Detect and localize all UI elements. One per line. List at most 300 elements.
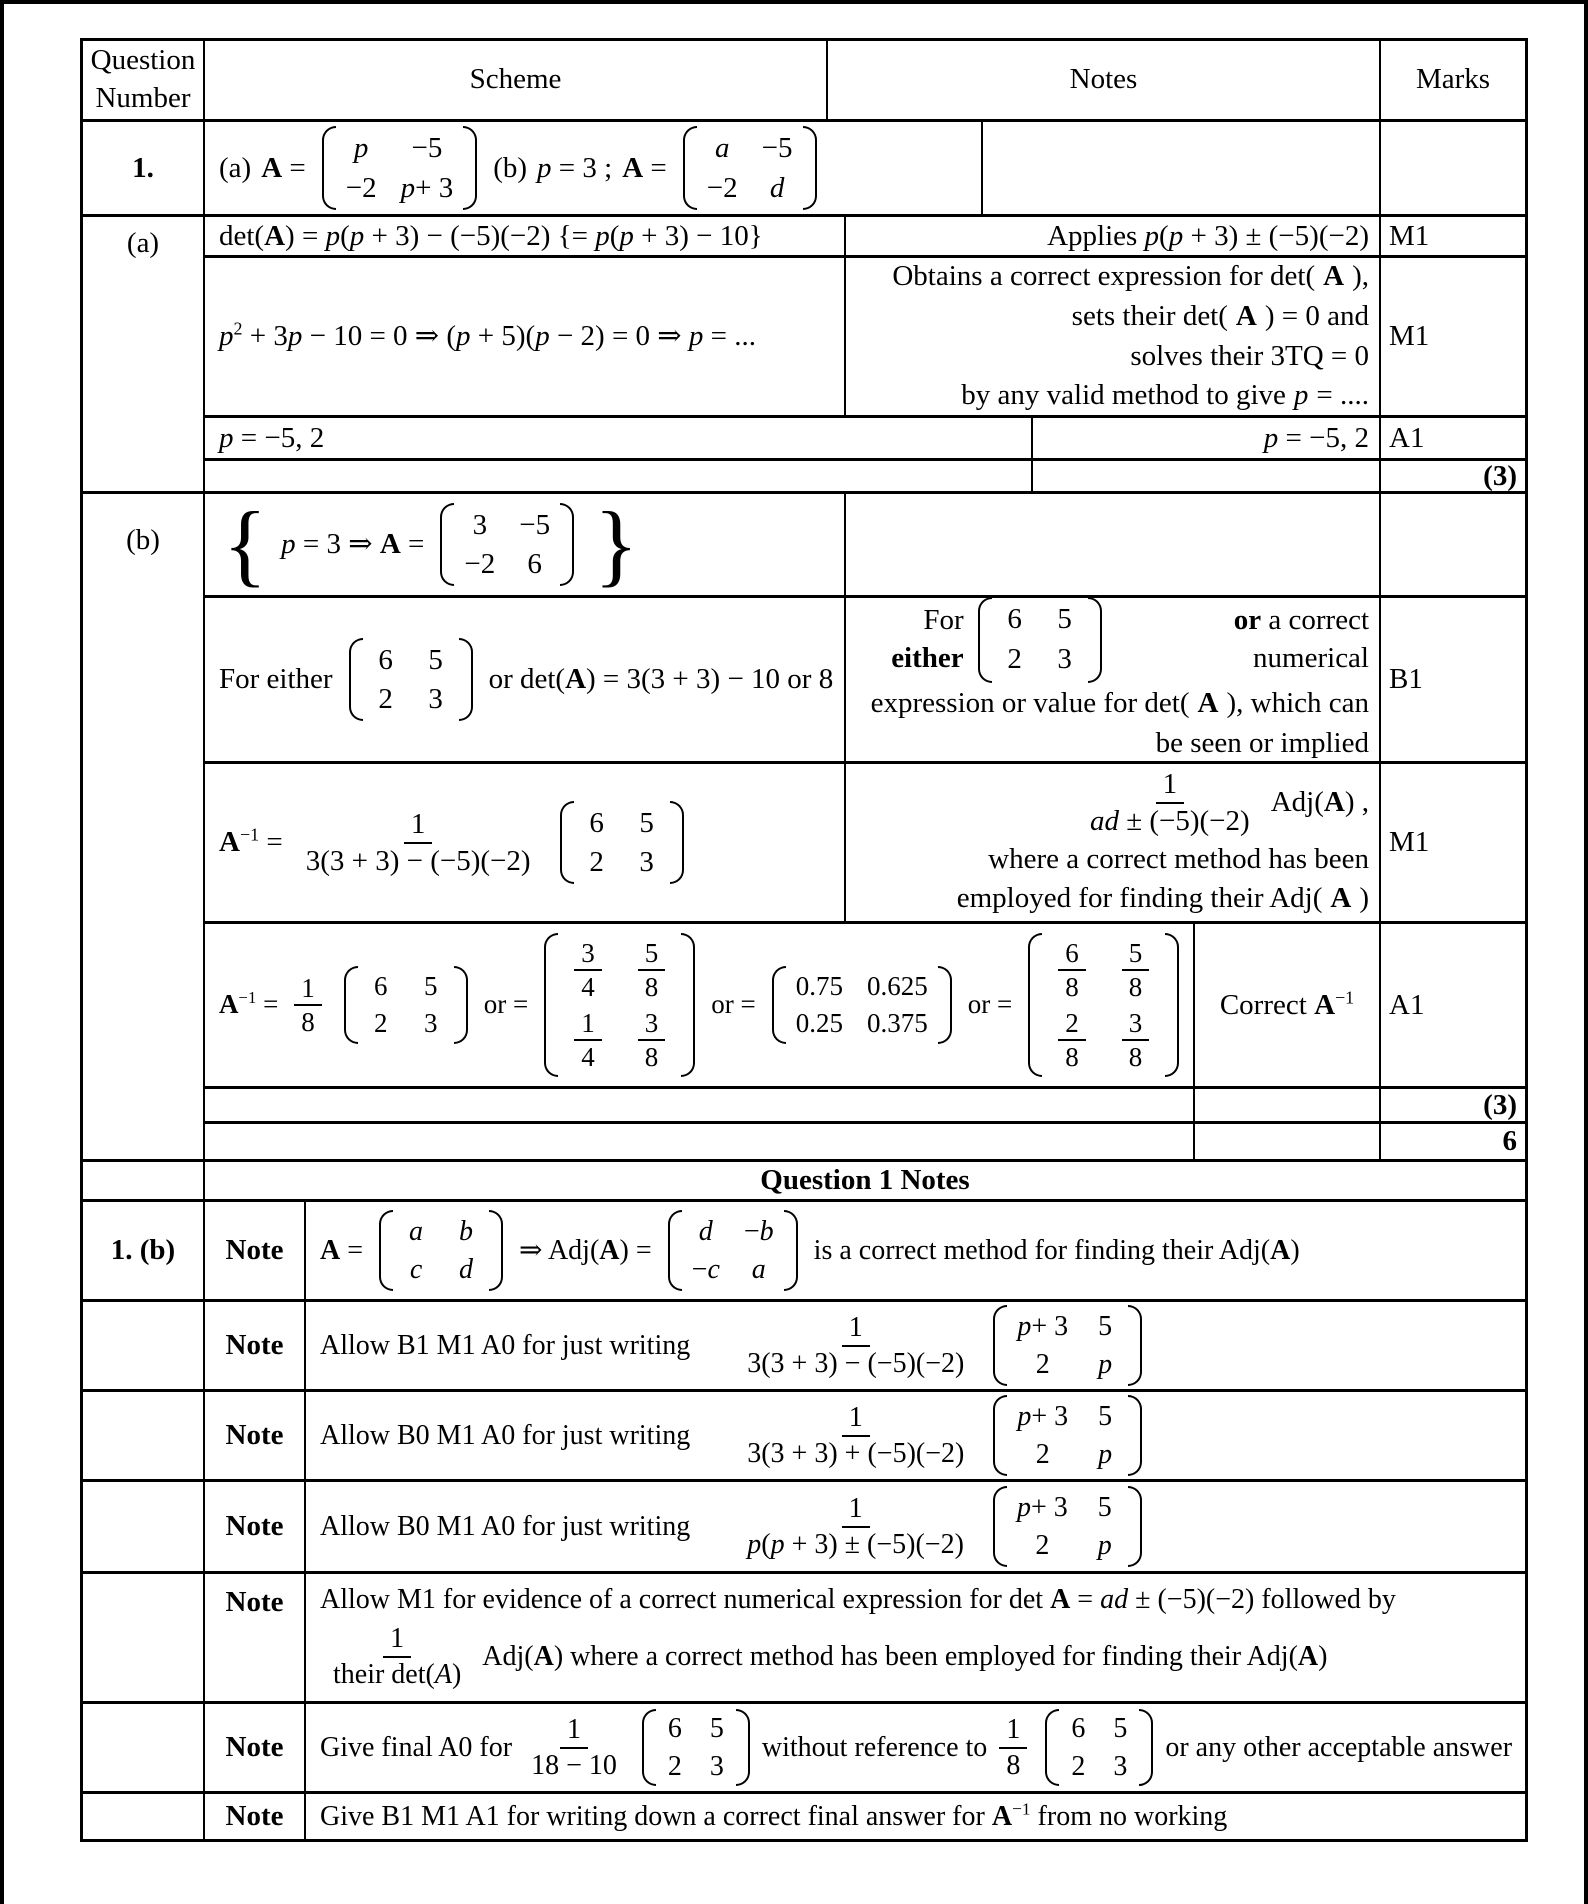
note-content-cell xyxy=(306,1794,1525,1839)
part-a-band xyxy=(83,217,1525,494)
matrix-entry: 3 xyxy=(709,1751,724,1782)
question-number: 1. xyxy=(132,151,154,184)
matrix-entry: 3 xyxy=(1057,643,1072,676)
matrix-entry: 2 xyxy=(374,1007,388,1038)
matrix-a-lhs: A = xyxy=(261,151,306,184)
fraction-denominator: 8 xyxy=(1065,1041,1079,1072)
fraction-denominator: 8 xyxy=(644,1041,659,1072)
matrix-entry: p xyxy=(1098,1439,1113,1470)
matrix-entry: − b xyxy=(743,1216,774,1247)
fraction-denominator: 3(3 + 3) − (−5)(−2) xyxy=(305,844,531,877)
header-notes xyxy=(828,41,1381,119)
matrix-entry: −5 xyxy=(519,508,551,541)
fraction xyxy=(1058,937,1086,1004)
fraction-denominator: 8 xyxy=(1006,1749,1021,1781)
part-b-prefix: (b) xyxy=(493,151,528,184)
fraction-numerator: 2 xyxy=(1058,1007,1086,1041)
row-subtotal-b xyxy=(205,1089,1525,1124)
matrix-entry: a xyxy=(409,1216,424,1247)
matrix-entry: 5 xyxy=(709,1713,724,1744)
fraction xyxy=(999,1713,1027,1782)
header-marks-label: Marks xyxy=(1415,63,1491,96)
note-label: Note xyxy=(225,1510,284,1543)
m1-note-adj: Adj(A) , xyxy=(1270,785,1369,818)
empty-question-number-cell xyxy=(83,1162,205,1199)
question-total-cell xyxy=(1381,1124,1525,1159)
note-row-m1-evidence xyxy=(83,1574,1525,1704)
row-b-a1 xyxy=(205,924,1525,1089)
n5-line2: Adj(A) where a correct method has been employed for finding their Adj(A) xyxy=(482,1640,1328,1672)
note-row-no-working xyxy=(83,1794,1525,1839)
matrix-entry: p xyxy=(1097,1530,1112,1561)
right-paren-icon xyxy=(1088,598,1102,683)
matrix-p-form xyxy=(993,1486,1142,1567)
fraction xyxy=(740,1492,971,1561)
matrix-entry: 3 xyxy=(639,846,654,878)
right-brace-icon: } xyxy=(594,494,639,595)
matrix-entry: p + 3 xyxy=(1017,1401,1069,1432)
n4-text: Allow B0 M1 A0 for just writing xyxy=(320,1511,691,1542)
matrix-entry: 2 xyxy=(1035,1530,1050,1561)
note-row-final-a0 xyxy=(83,1704,1525,1794)
row-b-statement xyxy=(205,494,1525,598)
subtotal-b-cell xyxy=(1381,1089,1525,1121)
fraction xyxy=(740,1401,971,1470)
fraction-numerator: 1 xyxy=(999,1713,1027,1749)
mark-value: B1 xyxy=(1389,663,1423,696)
quad-scheme-cell xyxy=(205,258,846,415)
m1-notes-cell xyxy=(846,764,1381,921)
fraction xyxy=(574,1007,602,1074)
n5-line1: Allow M1 for evidence of a correct numerical expression for det A = ad ± (−5)(−2) followed by xyxy=(320,1584,1396,1616)
note-content-cell xyxy=(306,1392,1525,1479)
matrix-entry: 6 xyxy=(1071,1713,1086,1744)
matrix-entry: −2 xyxy=(464,548,496,580)
fraction-denominator: 8 xyxy=(1065,972,1079,1003)
fraction xyxy=(740,1311,971,1380)
note-content-cell xyxy=(306,1302,1525,1389)
right-paren-icon xyxy=(459,638,473,722)
header-scheme xyxy=(205,41,828,119)
fraction xyxy=(1122,937,1150,1004)
fraction-numerator: 3 xyxy=(638,1007,666,1041)
a-inverse-lhs: $A^{-1}$ = xyxy=(219,988,279,1020)
fraction-denominator: 8 xyxy=(644,972,659,1003)
empty-notes-cell xyxy=(1033,461,1381,491)
fraction-numerator: 6 xyxy=(1058,937,1086,971)
statement-notes-cell xyxy=(983,122,1381,214)
right-paren-icon xyxy=(938,966,952,1045)
n6-pre: Give final A0 for xyxy=(320,1732,513,1763)
fraction-denominator: 8 xyxy=(301,1007,315,1037)
a1-notes-cell xyxy=(1195,924,1381,1086)
note-label-cell xyxy=(205,1302,306,1389)
n1-pre: A = xyxy=(320,1235,364,1266)
fraction-denominator: ad ± (−5)(−2) xyxy=(1089,804,1250,837)
matrix-entry: 0.75 xyxy=(795,970,843,1001)
b-statement-scheme-cell xyxy=(205,494,846,595)
right-paren-icon xyxy=(1165,933,1179,1078)
fraction-numerator: 1 xyxy=(1156,767,1185,804)
note-label: Note xyxy=(225,1731,284,1764)
fraction-denominator: 4 xyxy=(581,1041,595,1072)
part-b-label: (b) xyxy=(126,524,160,556)
matrix-adjugate xyxy=(560,801,684,885)
fraction xyxy=(1083,767,1257,839)
right-paren-icon xyxy=(1128,1305,1142,1386)
matrix-entry: a xyxy=(751,1254,766,1285)
fraction-numerator: 5 xyxy=(638,937,666,971)
note-label-cell xyxy=(205,1574,306,1701)
subtotal-b: (3) xyxy=(1483,1089,1517,1121)
matrix-entry: 2 xyxy=(1007,643,1022,676)
left-brace-icon: { xyxy=(223,494,268,595)
n7-text: Give B1 M1 A1 for writing down a correct final answer for $A^{-1}$ from no working xyxy=(320,1799,1228,1832)
mark-value: A1 xyxy=(1389,421,1425,454)
b1-scheme-pre: For either xyxy=(219,663,333,696)
question-notes-title: Question 1 Notes xyxy=(760,1164,970,1197)
matrix-entry: −2 xyxy=(706,171,738,204)
matrix-entry: b xyxy=(459,1216,474,1247)
note-row-b1m1a0 xyxy=(83,1302,1525,1392)
fraction-numerator: 1 xyxy=(842,1311,870,1347)
n2-text: Allow B1 M1 A0 for just writing xyxy=(320,1330,691,1361)
row-question-total xyxy=(205,1124,1525,1159)
quad-note-line: Obtains a correct expression for det( A ), xyxy=(892,260,1369,293)
mark-value: M1 xyxy=(1389,320,1430,353)
right-paren-icon xyxy=(1128,1395,1142,1476)
subtotal-a-cell xyxy=(1381,461,1525,491)
n1-post: is a correct method for finding their Adj(A) xyxy=(813,1235,1300,1266)
matrix-entry: 3 xyxy=(428,683,443,715)
matrix-entry: 3 xyxy=(472,508,488,541)
row-b-m1 xyxy=(205,764,1525,924)
row-b1 xyxy=(205,598,1525,764)
matrix-entry: 2 xyxy=(1035,1349,1050,1380)
left-paren-icon xyxy=(379,1210,393,1291)
matrix-entry: 5 xyxy=(424,970,438,1001)
matrix-A-numeric xyxy=(440,503,574,587)
matrix-entry: p xyxy=(353,132,369,165)
note-content-cell xyxy=(306,1202,1525,1299)
det-notes-cell xyxy=(846,217,1381,255)
fraction-denominator: 4 xyxy=(581,972,595,1003)
empty-notes-cell xyxy=(1195,1124,1381,1159)
fraction xyxy=(294,972,322,1039)
empty-question-number-cell xyxy=(83,1704,205,1791)
part-b-condition: p = 3 ; xyxy=(537,151,613,184)
b1-note-line2: expression or value for det( A ), which can xyxy=(870,687,1369,719)
matrix-entry: 5 xyxy=(1113,1713,1128,1744)
empty-scheme-cell xyxy=(205,1124,1195,1159)
matrix-answer-4 xyxy=(1028,933,1179,1078)
matrix-entry: −2 xyxy=(345,171,377,204)
table-header-row xyxy=(83,41,1525,122)
matrix-entry: 6 xyxy=(374,970,388,1001)
matrix-entry: p + 3 xyxy=(1017,1311,1069,1342)
b-statement-notes-cell xyxy=(846,494,1381,595)
quad-note-line: sets their det( A ) = 0 and xyxy=(1071,299,1369,332)
left-paren-icon xyxy=(1028,933,1042,1078)
b1-marks-cell xyxy=(1381,598,1525,761)
matrix-answer-3 xyxy=(772,966,952,1045)
fraction-numerator: 1 xyxy=(404,807,433,844)
part-b-label-cell xyxy=(83,494,205,1159)
fraction xyxy=(574,937,602,1004)
matrix-answer-unsimplified xyxy=(642,1709,750,1786)
note-row-b0m1a0-plus xyxy=(83,1392,1525,1482)
left-paren-icon xyxy=(683,126,697,210)
m1-marks-cell xyxy=(1381,764,1525,921)
b-statement-marks-cell xyxy=(1381,494,1525,595)
right-paren-icon xyxy=(454,966,468,1045)
right-paren-icon xyxy=(803,126,817,210)
a1-scheme-cell xyxy=(205,924,1195,1086)
matrix-entry: −5 xyxy=(411,132,443,165)
matrix-entry: 2 xyxy=(1035,1439,1050,1470)
note-content-cell xyxy=(306,1704,1525,1791)
note-label: Note xyxy=(225,1329,284,1362)
right-paren-icon xyxy=(670,801,684,885)
quad-note-line: by any valid method to give p = .... xyxy=(961,379,1369,412)
left-paren-icon xyxy=(772,966,786,1045)
matrix-entry: d xyxy=(769,171,785,204)
matrix-entry: 0.25 xyxy=(795,1007,843,1038)
header-question-number-label: Question Number xyxy=(90,44,196,114)
fraction-numerator: 1 xyxy=(560,1713,588,1749)
note-row-b0m1a0-pm xyxy=(83,1482,1525,1574)
empty-question-number-cell xyxy=(83,1392,205,1479)
b1-notes-cell xyxy=(846,598,1381,761)
row-determinant xyxy=(205,217,1525,258)
empty-question-number-cell xyxy=(83,1302,205,1389)
matrix-entry: 6 xyxy=(1007,602,1022,635)
matrix-A-general xyxy=(683,126,817,210)
note-label: Note xyxy=(225,1419,284,1452)
matrix-p-form xyxy=(993,1305,1142,1386)
right-paren-icon xyxy=(784,1210,798,1291)
matrix-entry: 2 xyxy=(667,1751,682,1782)
note-content-cell xyxy=(306,1574,1525,1701)
matrix-entry: 5 xyxy=(1098,1311,1113,1342)
statement-marks-cell xyxy=(1381,122,1525,214)
matrix-adjugate xyxy=(349,638,473,722)
empty-question-number-cell xyxy=(83,1574,205,1701)
mark-value: M1 xyxy=(1389,219,1430,252)
note-label-cell xyxy=(205,1392,306,1479)
left-paren-icon xyxy=(322,126,336,210)
matrix-adjugate xyxy=(978,598,1102,683)
matrix-entry: a xyxy=(714,132,730,165)
or-equals: or = xyxy=(711,989,756,1020)
matrix-entry: 6 xyxy=(378,643,393,676)
det-scheme-cell xyxy=(205,217,846,255)
matrix-entry: 5 xyxy=(1097,1492,1112,1523)
b1-scheme-post: or det(A) = 3(3 + 3) − 10 or 8 xyxy=(488,663,834,696)
question-notes-header-row xyxy=(83,1162,1525,1202)
matrix-entry: 2 xyxy=(589,846,604,878)
quad-note-line: solves their 3TQ = 0 xyxy=(1130,339,1369,372)
fraction xyxy=(1122,1007,1150,1074)
or-equals: or = xyxy=(483,989,529,1020)
det-expression: det(A) = p(p + 3) − (−5)(−2) {= p(p + 3) − 10} xyxy=(219,219,763,252)
matrix-entry: p + 3 xyxy=(400,171,454,204)
fraction-numerator: 3 xyxy=(1122,1007,1150,1041)
m1-note-line3: employed for finding their Adj( A ) xyxy=(956,882,1369,915)
note-row-adjugate xyxy=(83,1202,1525,1302)
matrix-entry: c xyxy=(409,1254,423,1285)
note-label-cell xyxy=(205,1794,306,1839)
matrix-entry: 3 xyxy=(1113,1751,1128,1782)
fraction-denominator: their det(A) xyxy=(333,1659,462,1690)
matrix-answer-2 xyxy=(544,933,695,1078)
answer-notes-cell xyxy=(1033,418,1381,458)
fraction xyxy=(638,1007,666,1074)
empty-notes-cell xyxy=(1195,1089,1381,1121)
fraction xyxy=(524,1713,624,1782)
note-label-cell xyxy=(205,1704,306,1791)
fraction-numerator: 3 xyxy=(574,937,602,971)
left-paren-icon xyxy=(978,598,992,683)
header-marks xyxy=(1381,41,1525,119)
statement-scheme-cell xyxy=(205,122,983,214)
right-paren-icon xyxy=(736,1709,750,1786)
a1-note: Correct $A^{-1}$ xyxy=(1219,987,1355,1021)
matrix-A-of-p xyxy=(322,126,477,210)
subtotal-a: (3) xyxy=(1483,461,1517,491)
question-notes-title-cell xyxy=(205,1162,1525,1199)
m1-scheme-cell xyxy=(205,764,846,921)
n3-text: Allow B0 M1 A0 for just writing xyxy=(320,1420,691,1451)
fraction-numerator: 1 xyxy=(294,972,322,1006)
part-a-label: (a) xyxy=(126,227,160,259)
left-paren-icon xyxy=(642,1709,656,1786)
left-paren-icon xyxy=(544,933,558,1078)
mark-scheme-table xyxy=(80,38,1528,1842)
left-paren-icon xyxy=(440,503,454,587)
note-label-cell xyxy=(205,1482,306,1571)
fraction-numerator: 5 xyxy=(1122,937,1150,971)
quad-marks-cell xyxy=(1381,258,1525,415)
fraction-denominator: 3(3 + 3) + (−5)(−2) xyxy=(747,1437,965,1469)
matrix-entry: p + 3 xyxy=(1016,1492,1068,1523)
fraction xyxy=(638,937,666,1004)
matrix-entry: 5 xyxy=(428,643,443,676)
a-inverse-lhs: $A^{-1}$ = xyxy=(219,824,283,859)
note-label: Note xyxy=(225,1586,284,1618)
left-paren-icon xyxy=(993,1395,1007,1476)
fraction xyxy=(299,807,538,879)
matrix-entry: 5 xyxy=(1057,602,1072,635)
matrix-entry: − c xyxy=(691,1254,720,1285)
empty-question-number-cell xyxy=(83,1794,205,1839)
fraction-numerator: 1 xyxy=(574,1007,602,1041)
right-paren-icon xyxy=(1139,1709,1153,1786)
quad-expression: $p^2 + 3p - 10 = 0$ ⇒ (p + 5)(p − 2) = 0 ⇒ p = ... xyxy=(219,318,756,353)
note-question-label-cell xyxy=(83,1202,205,1299)
or-equals: or = xyxy=(967,989,1013,1020)
matrix-answer-1 xyxy=(344,966,468,1045)
matrix-p-form xyxy=(993,1395,1142,1476)
b1-note-pre: For either xyxy=(891,604,964,674)
part-a-prefix: (a) xyxy=(219,151,252,184)
left-paren-icon xyxy=(993,1486,1007,1567)
m1-note-line2: where a correct method has been xyxy=(988,842,1369,875)
matrix-adjugate-general xyxy=(668,1210,798,1291)
fraction xyxy=(326,1622,468,1691)
row-subtotal-a xyxy=(205,461,1525,491)
empty-question-number-cell xyxy=(83,1482,205,1571)
matrix-entry: 5 xyxy=(1098,1401,1113,1432)
matrix-entry: 5 xyxy=(639,806,654,839)
question-statement-row xyxy=(83,122,1525,217)
matrix-entry: 2 xyxy=(378,683,393,715)
left-paren-icon xyxy=(993,1305,1007,1386)
mark-value: M1 xyxy=(1389,826,1430,859)
mark-value: A1 xyxy=(1389,988,1425,1021)
right-paren-icon xyxy=(463,126,477,210)
left-paren-icon xyxy=(668,1210,682,1291)
header-notes-label: Notes xyxy=(1069,63,1138,96)
fraction-numerator: 1 xyxy=(383,1622,411,1658)
row-quadratic xyxy=(205,258,1525,418)
matrix-entry: 0.625 xyxy=(866,970,928,1001)
matrix-entry: 6 xyxy=(667,1713,682,1744)
b-statement-text: p = 3 ⇒ A = xyxy=(281,528,425,561)
n6-mid: without reference to xyxy=(761,1732,988,1763)
fraction-denominator: 3(3 + 3) − (−5)(−2) xyxy=(747,1347,965,1379)
question-total: 6 xyxy=(1502,1125,1517,1158)
empty-scheme-cell xyxy=(205,1089,1195,1121)
fraction-numerator: 1 xyxy=(842,1492,870,1528)
matrix-entry: d xyxy=(698,1216,713,1247)
matrix-entry: p xyxy=(1098,1349,1113,1380)
n6-post: or any other acceptable answer xyxy=(1165,1732,1513,1763)
part-a-label-cell xyxy=(83,217,205,491)
matrix-entry: 0.375 xyxy=(866,1007,928,1038)
note-label: Note xyxy=(225,1800,284,1833)
empty-scheme-cell xyxy=(205,461,1033,491)
matrix-b-lhs: A = xyxy=(622,151,667,184)
matrix-general-abcd xyxy=(379,1210,503,1291)
matrix-entry: d xyxy=(459,1254,474,1285)
right-paren-icon xyxy=(560,503,574,587)
left-paren-icon xyxy=(1045,1709,1059,1786)
b1-note-post: or a correct numerical xyxy=(1233,604,1369,674)
question-number-cell xyxy=(83,122,205,214)
det-note: Applies p(p + 3) ± (−5)(−2) xyxy=(1047,219,1369,252)
matrix-entry: 3 xyxy=(424,1007,438,1038)
header-scheme-label: Scheme xyxy=(469,63,562,96)
answer-note: p = −5, 2 xyxy=(1263,421,1369,454)
fraction xyxy=(1058,1007,1086,1074)
right-paren-icon xyxy=(489,1210,503,1291)
matrix-entry: 2 xyxy=(1071,1751,1086,1782)
answer-expression: p = −5, 2 xyxy=(219,421,325,454)
right-paren-icon xyxy=(1128,1486,1142,1567)
matrix-answer-simplified xyxy=(1045,1709,1153,1786)
left-paren-icon xyxy=(560,801,574,885)
row-answer-a xyxy=(205,418,1525,461)
matrix-entry: 6 xyxy=(527,548,542,580)
det-marks-cell xyxy=(1381,217,1525,255)
fraction-numerator: 1 xyxy=(842,1401,870,1437)
answer-scheme-cell xyxy=(205,418,1033,458)
fraction-denominator: 8 xyxy=(1128,1041,1143,1072)
note-label: Note xyxy=(225,1234,284,1267)
n1-mid: ⇒ Adj(A) = xyxy=(519,1235,652,1266)
left-paren-icon xyxy=(344,966,358,1045)
